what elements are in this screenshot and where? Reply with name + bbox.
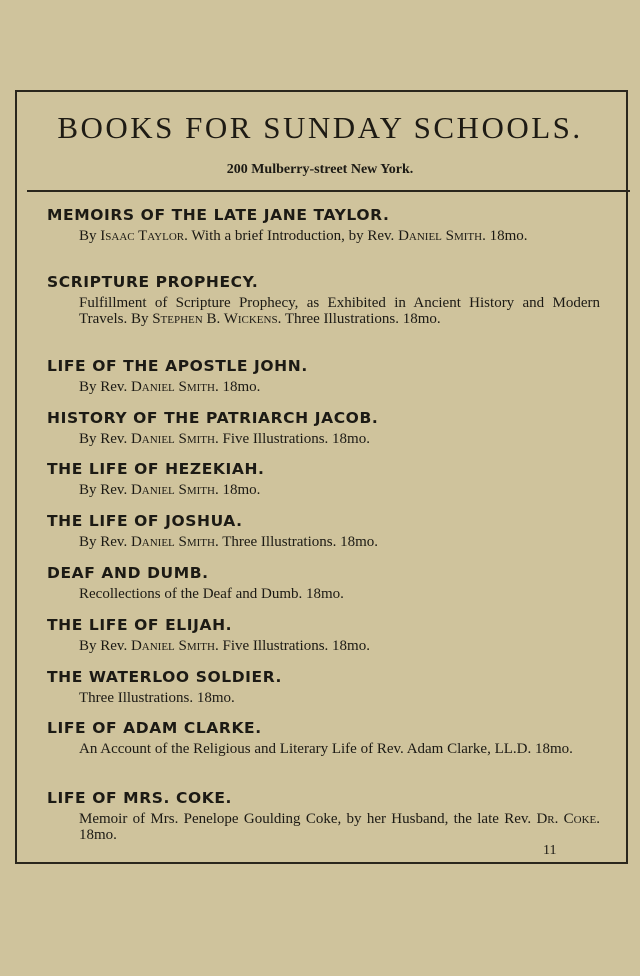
book-title: SCRIPTURE PROPHECY. <box>47 273 259 291</box>
book-description: Memoir of Mrs. Penelope Goulding Coke, by her Husband, the late Rev. Dr. Coke. 18mo. <box>79 811 601 843</box>
book-description: By Rev. Daniel Smith. Five Illustrations. 18mo. <box>79 638 370 654</box>
book-title: HISTORY OF THE PATRIARCH JACOB. <box>47 409 379 427</box>
book-description: By Isaac Taylor. With a brief Introduction, by Rev. Daniel Smith. 18mo. <box>79 228 528 244</box>
book-description: By Rev. Daniel Smith. 18mo. <box>79 482 261 498</box>
book-description: Three Illustrations. 18mo. <box>79 690 235 706</box>
book-entry <box>48 511 600 550</box>
book-entry <box>48 205 600 244</box>
book-description: Fulfillment of Scripture Prophecy, as Exhibited in Ancient History and Modern Travels. By Stephen B. Wickens. Three Illustrations. 18mo. <box>79 295 600 327</box>
book-description: By Rev. Daniel Smith. Three Illustrations. 18mo. <box>79 534 379 550</box>
book-title: LIFE OF THE APOSTLE JOHN. <box>47 357 308 375</box>
book-entry <box>48 459 600 498</box>
header-divider <box>27 190 630 192</box>
publisher-address: 200 Mulberry-street New York. <box>226 162 414 177</box>
book-title: MEMOIRS OF THE LATE JANE TAYLOR. <box>47 206 390 224</box>
book-description: By Rev. Daniel Smith. Five Illustrations. 18mo. <box>79 431 370 447</box>
book-entry <box>48 356 600 395</box>
book-entry <box>48 408 600 447</box>
book-description: An Account of the Religious and Literary Life of Rev. Adam Clarke, LL.D. 18mo. <box>79 741 573 757</box>
page-title: BOOKS FOR SUNDAY SCHOOLS. <box>57 110 583 145</box>
book-title: THE LIFE OF JOSHUA. <box>47 512 243 530</box>
book-entry <box>48 788 600 843</box>
book-title: THE WATERLOO SOLDIER. <box>47 668 283 686</box>
book-title: LIFE OF ADAM CLARKE. <box>47 719 262 737</box>
book-description: By Rev. Daniel Smith. 18mo. <box>79 379 261 395</box>
page-number: 11 <box>543 843 557 858</box>
book-title: THE LIFE OF ELIJAH. <box>47 616 233 634</box>
book-entry <box>48 272 600 327</box>
book-title: DEAF AND DUMB. <box>47 564 209 582</box>
book-entry <box>48 615 600 654</box>
book-entry <box>48 667 600 706</box>
book-entry <box>48 718 600 757</box>
book-entry <box>48 563 600 602</box>
book-title: LIFE OF MRS. COKE. <box>47 789 233 807</box>
book-description: Recollections of the Deaf and Dumb. 18mo. <box>79 586 344 602</box>
book-title: THE LIFE OF HEZEKIAH. <box>47 460 265 478</box>
